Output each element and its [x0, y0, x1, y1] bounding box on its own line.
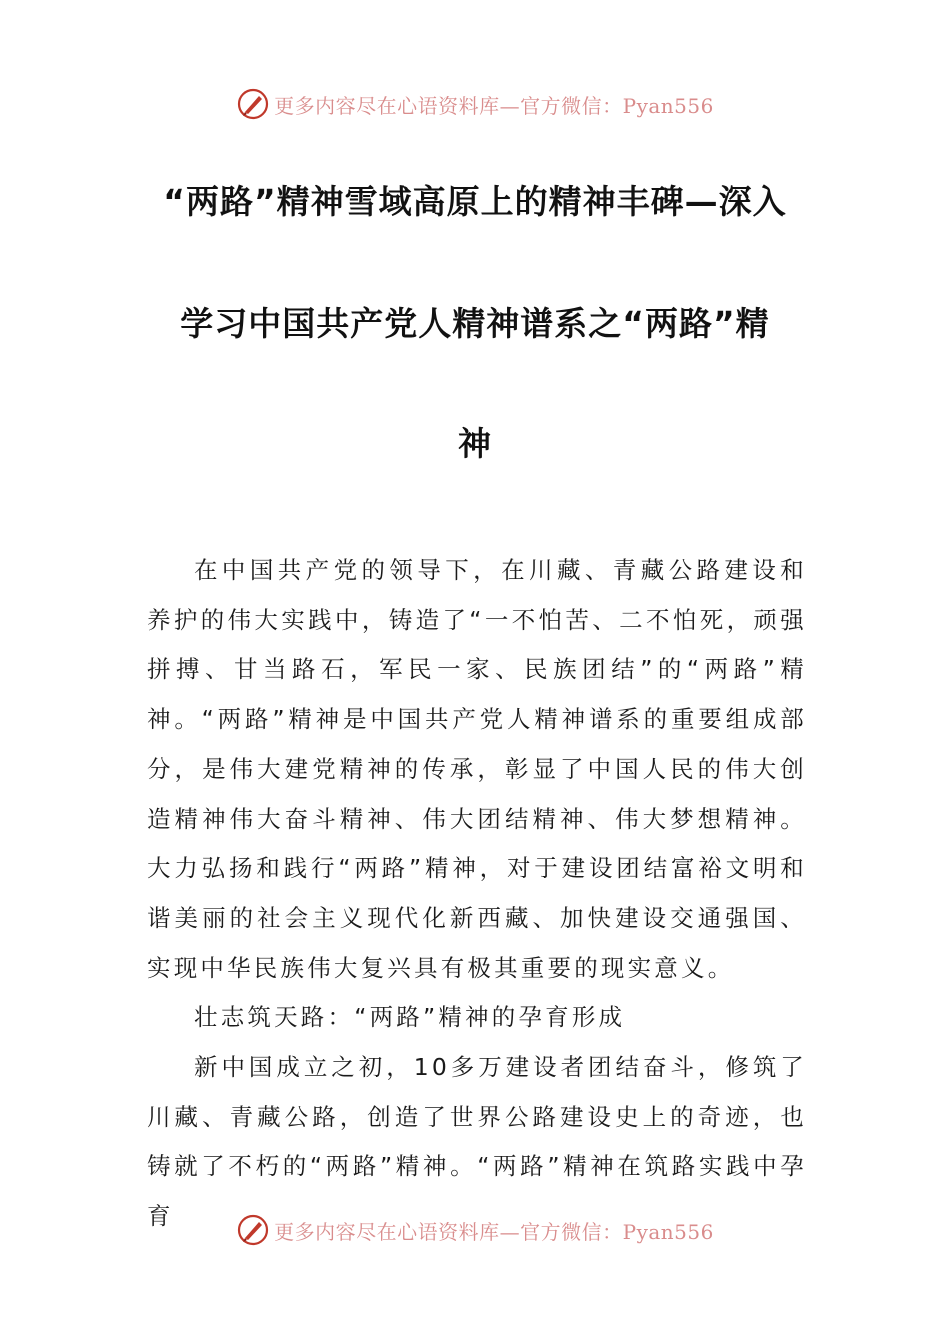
paragraph-intro: 在中国共产党的领导下，在川藏、青藏公路建设和养护的伟大实践中，铸造了“一不怕苦、二不怕死，顽强拼搏、甘当路石，军民一家、民族团结”的“两路”精神。“两路”精神是中国共产党人精神谱系的重要组成部分，是伟大建党精神的传承，彰显了中国人民的伟大创造精神伟大奋斗精神、伟大团结精神、伟大梦想精神。大力弘扬和践行“两路”精神，对于建设团结富裕文明和谐美丽的社会主义现代化新西藏、加快建设交通强国、实现中华民族伟大复兴具有极其重要的现实意义。	[147, 556, 807, 982]
pen-logo-icon	[236, 87, 270, 121]
watermark-text: 更多内容尽在心语资料库—官方微信：Pyan556	[274, 1219, 714, 1244]
paragraph-section-1: 新中国成立之初，10多万建设者团结奋斗，修筑了川藏、青藏公路，创造了世界公路建设史上的奇迹，也铸就了不朽的“两路”精神。“两路”精神在筑路实践中孕育	[147, 1053, 807, 1231]
document-title-line-1: “两路”精神雪域高原上的精神丰碑—深入	[163, 182, 787, 221]
footer-watermark	[0, 1210, 950, 1250]
section-heading: 壮志筑天路：“两路”精神的孕育形成	[194, 1003, 626, 1032]
watermark-text: 更多内容尽在心语资料库—官方微信：Pyan556	[274, 93, 714, 118]
document-title-line-3: 神	[458, 424, 492, 463]
header-watermark	[0, 84, 950, 124]
pen-logo-icon	[236, 1213, 270, 1247]
document-body	[147, 546, 807, 1242]
document-title-line-2: 学习中国共产党人精神谱系之“两路”精	[180, 304, 770, 343]
